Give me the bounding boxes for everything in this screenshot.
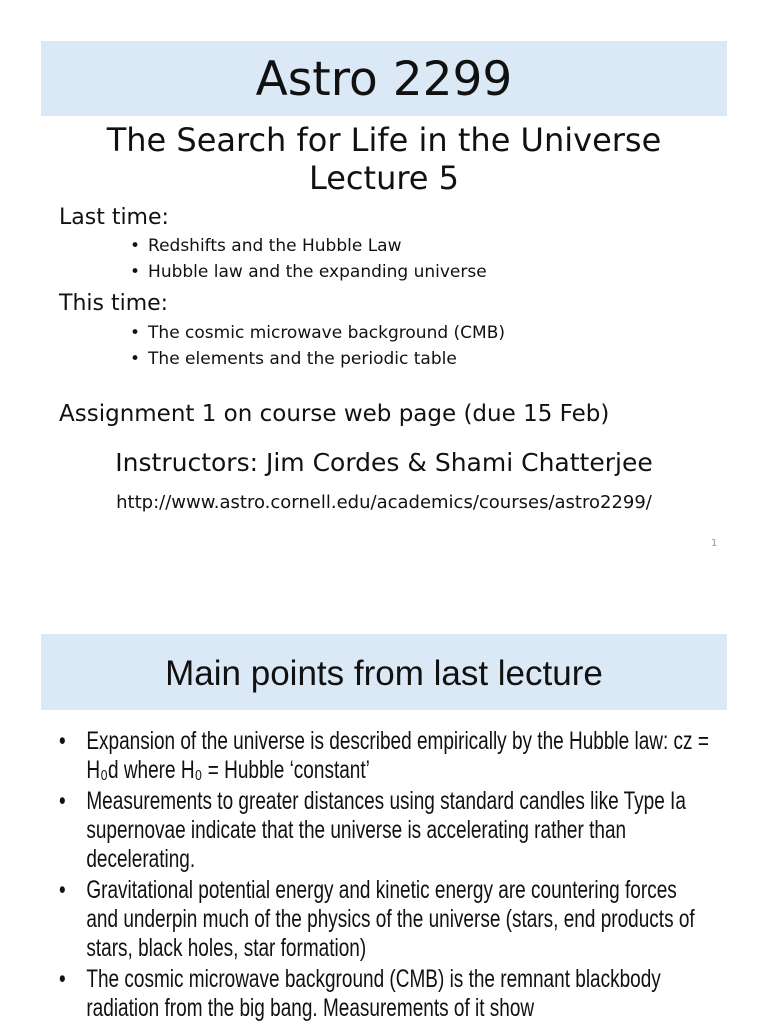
list-item: • Hubble law and the expanding universe — [130, 259, 487, 285]
assignment-note: Assignment 1 on course web page (due 15 Feb) — [59, 401, 610, 427]
list-item: • The cosmic microwave background (CMB) is the remnant blackbody radiation from the big bang. Measurements of it show — [59, 965, 713, 1023]
course-subtitle: The Search for Life in the Universe — [106, 121, 662, 159]
list-item: • Gravitational potential energy and kinetic energy are countering forces and underpin much of the physics of the universe (stars, end products of stars, black holes, star formation) — [59, 876, 713, 963]
lecture-number: Lecture 5 — [308, 159, 460, 197]
list-item: • Expansion of the universe is described empirically by the Hubble law: cz = H₀d where H₀ = Hubble ‘constant’ — [59, 727, 713, 785]
instructors-line: Instructors: Jim Cordes & Shami Chatterjee — [115, 448, 653, 477]
course-url[interactable]: http://www.astro.cornell.edu/academics/courses/astro2299/ — [116, 492, 652, 513]
this-time-heading: This time: — [59, 291, 169, 316]
this-time-list — [130, 320, 505, 372]
list-item: • Measurements to greater distances using standard candles like Type Ia supernovae indicate that the universe is accelerating rather than decelerating. — [59, 787, 713, 874]
list-item: • Redshifts and the Hubble Law — [130, 233, 487, 259]
list-item: • The cosmic microwave background (CMB) — [130, 320, 505, 346]
slide-number: 1 — [711, 538, 718, 549]
last-time-list — [130, 233, 487, 285]
last-time-heading: Last time: — [59, 205, 169, 230]
main-points-list — [59, 727, 713, 1025]
slide2-title: Main points from last lecture — [165, 654, 603, 693]
slide-title: Astro 2299 — [255, 52, 513, 107]
list-item: • The elements and the periodic table — [130, 346, 505, 372]
